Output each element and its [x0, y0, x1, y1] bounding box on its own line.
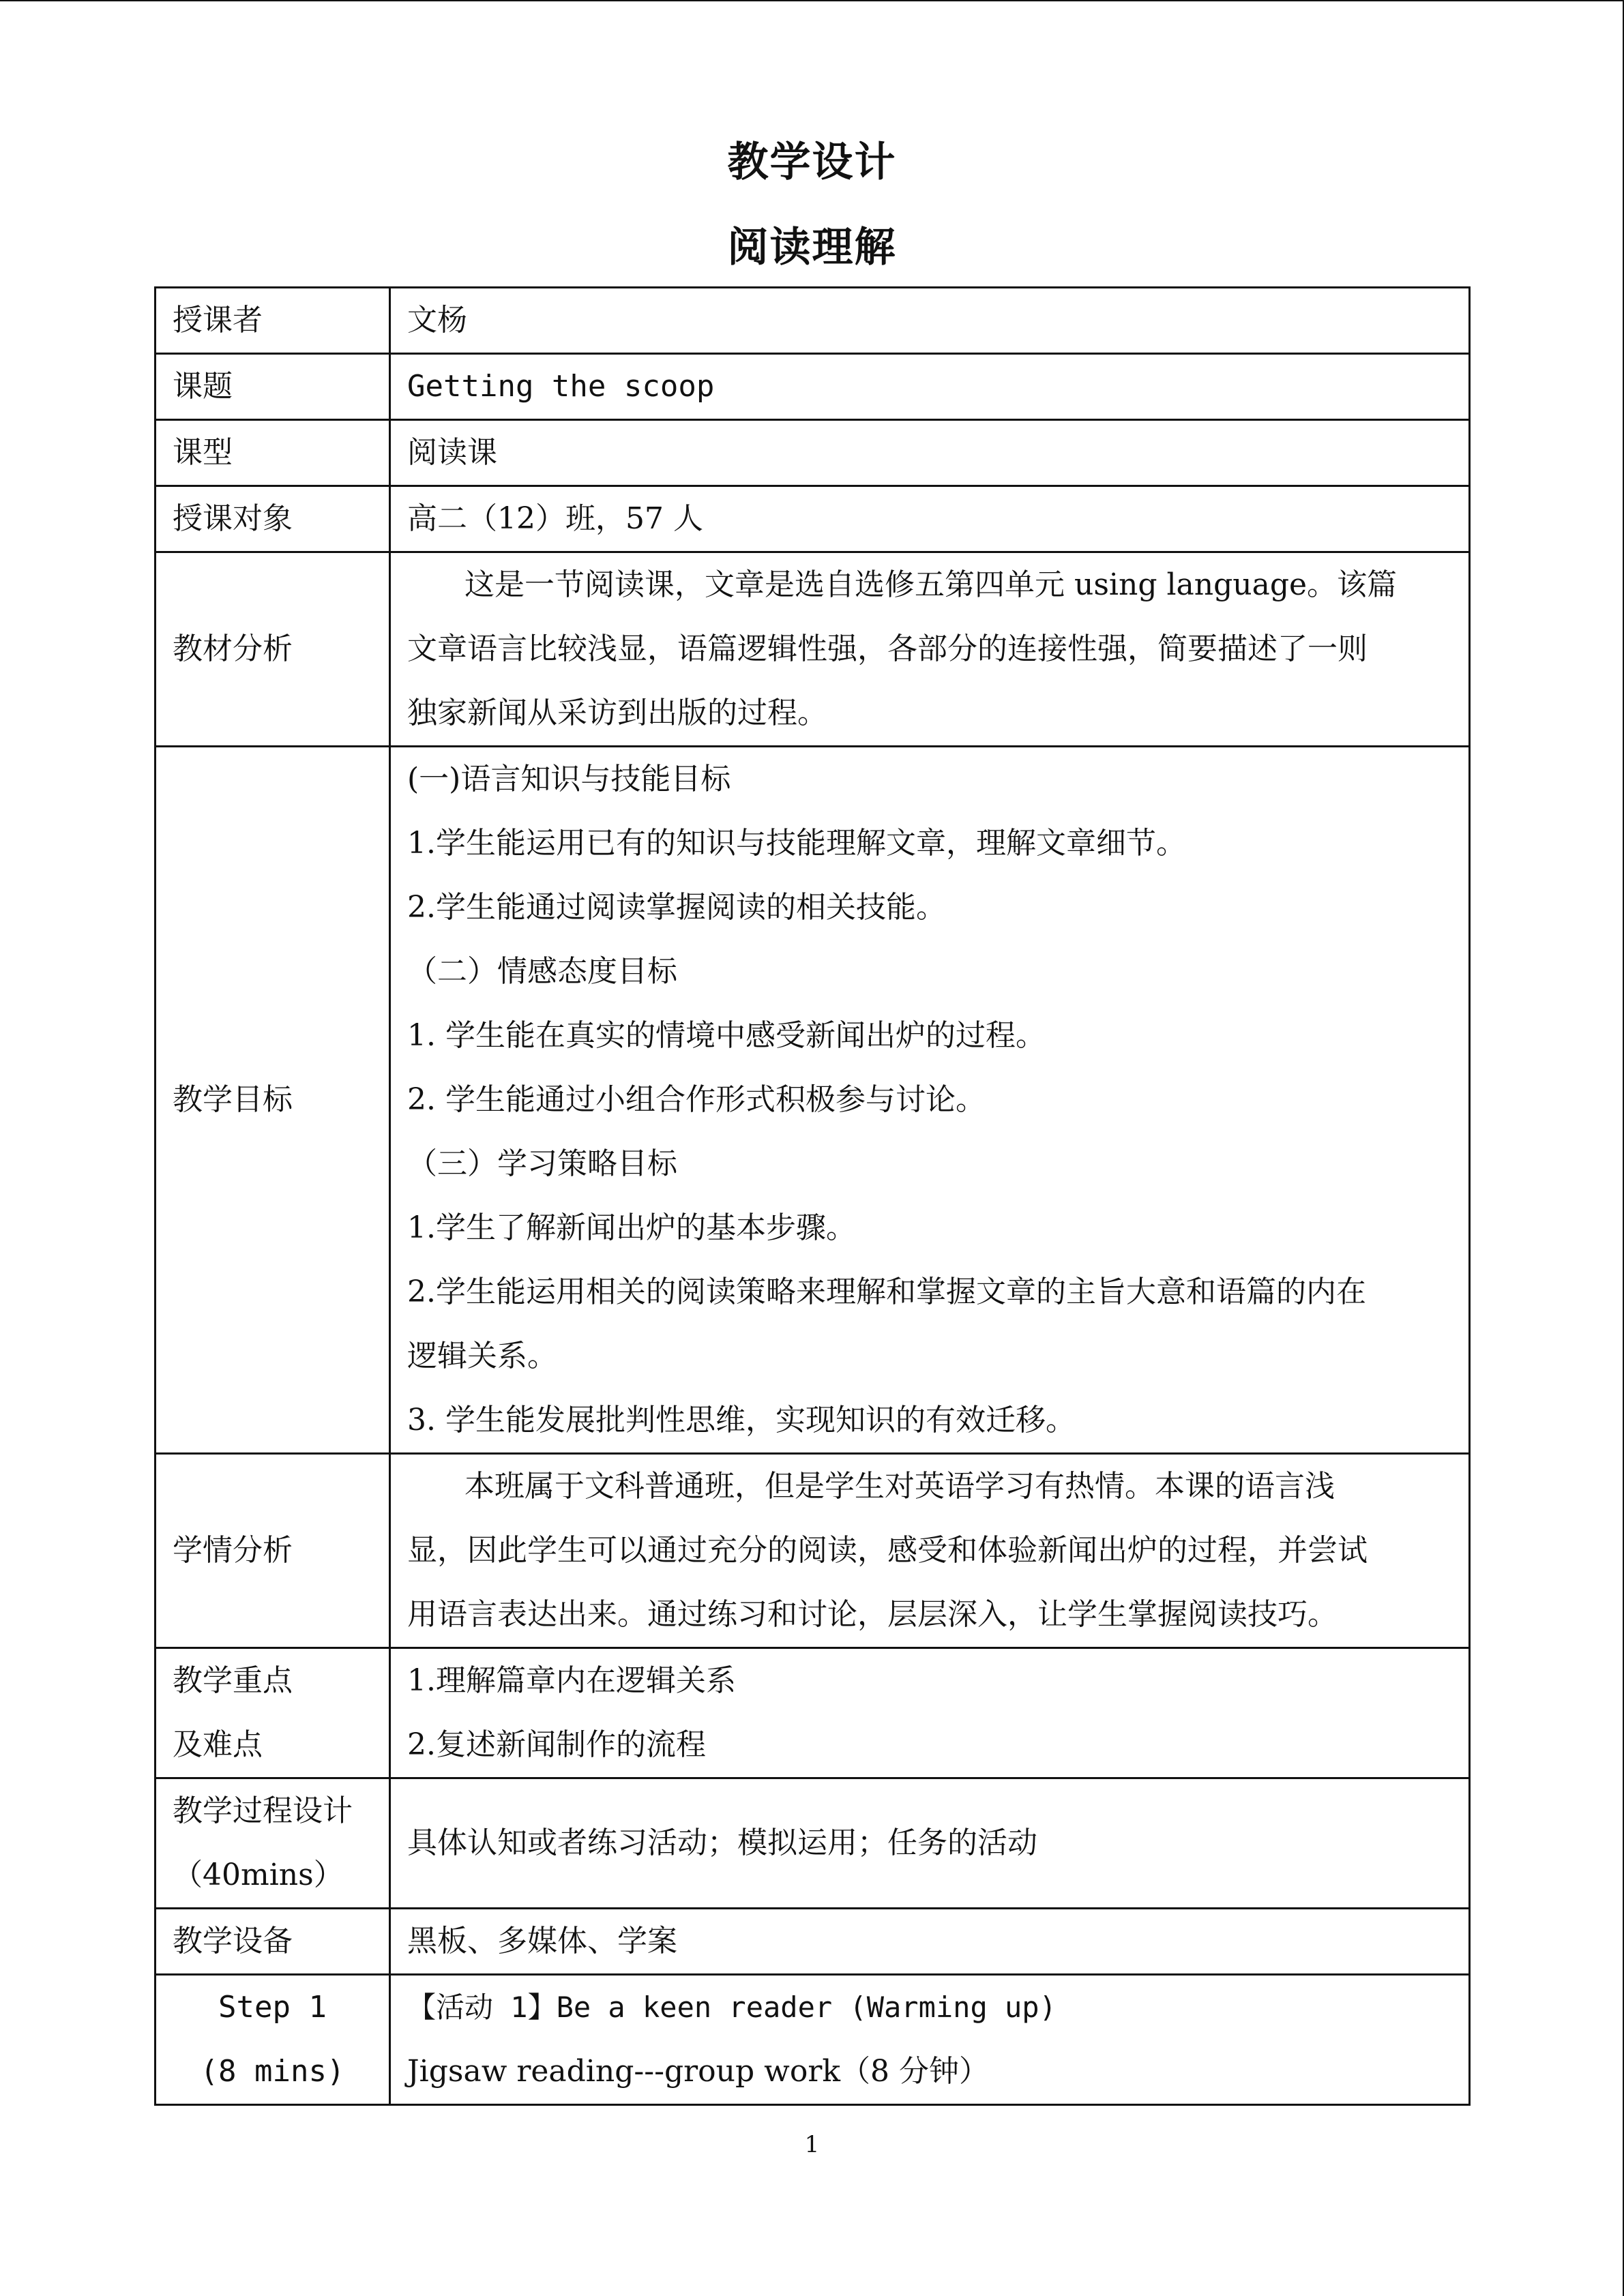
value-focus: [390, 1648, 1470, 1778]
value-audience: 高二（12）班，57 人: [390, 486, 1470, 552]
label-material: 教材分析: [156, 552, 390, 747]
objective-line: 逻辑关系。: [407, 1339, 557, 1373]
label-focus: [156, 1648, 390, 1778]
objective-line: 1.学生了解新闻出炉的基本步骤。: [407, 1210, 856, 1245]
value-process: 具体认知或者练习活动；模拟运用；任务的活动: [390, 1778, 1470, 1909]
table-row-process: [156, 1778, 1470, 1909]
objective-line: 1.学生能运用已有的知识与技能理解文章，理解文章细节。: [407, 826, 1186, 861]
table-row-focus: [156, 1648, 1470, 1778]
objective-line: 1. 学生能在真实的情境中感受新闻出炉的过程。: [407, 1018, 1046, 1053]
focus-label-line: 及难点: [173, 1727, 263, 1762]
value-objectives: [390, 747, 1470, 1454]
table-row-step1: [156, 1975, 1470, 2105]
learners-line: 本班属于文科普通班，但是学生对英语学习有热情。本课的语言浅: [464, 1469, 1335, 1504]
objective-line: （二）情感态度目标: [407, 954, 677, 989]
label-process: [156, 1778, 390, 1909]
table-row-type: [156, 420, 1470, 486]
objective-line: 2.学生能通过阅读掌握阅读的相关技能。: [407, 890, 946, 925]
value-teacher: 文杨: [390, 288, 1470, 354]
learners-line: 显，因此学生可以通过充分的阅读，感受和体验新闻出炉的过程，并尝试: [407, 1533, 1368, 1568]
objective-line: （三）学习策略目标: [407, 1146, 677, 1181]
label-step1: [156, 1975, 390, 2105]
value-type: 阅读课: [390, 420, 1470, 486]
step1-line: Jigsaw reading---group work（8 分钟）: [407, 2054, 989, 2089]
label-teacher: 授课者: [156, 288, 390, 354]
material-line: 这是一节阅读课，文章是选自选修五第四单元 using language。该篇: [464, 567, 1398, 602]
step1-line: 【活动 1】Be a keen reader (Warming up): [407, 1991, 1057, 2024]
value-topic: Getting the scoop: [390, 354, 1470, 420]
table-row-teacher: [156, 288, 1470, 354]
value-material: [390, 552, 1470, 747]
step1-label-line: (8 mins): [200, 2054, 345, 2089]
focus-line: 1.理解篇章内在逻辑关系: [407, 1663, 736, 1698]
table-row-material: [156, 552, 1470, 747]
label-learners: 学情分析: [156, 1454, 390, 1648]
objective-line: 2.学生能运用相关的阅读策略来理解和掌握文章的主旨大意和语篇的内在: [407, 1274, 1366, 1309]
label-objectives: 教学目标: [156, 747, 390, 1454]
value-learners: [390, 1454, 1470, 1648]
table-row-objectives: [156, 747, 1470, 1454]
table-row-topic: [156, 354, 1470, 420]
objective-line: 3. 学生能发展批判性思维，实现知识的有效迁移。: [407, 1403, 1076, 1437]
objective-line: 2. 学生能通过小组合作形式积极参与讨论。: [407, 1082, 986, 1117]
value-equipment: 黑板、多媒体、学案: [390, 1909, 1470, 1975]
page-title: 教学设计: [727, 138, 897, 186]
process-label-line: （40mins）: [173, 1858, 344, 1892]
label-type: 课型: [156, 420, 390, 486]
material-line: 文章语言比较浅显，语篇逻辑性强，各部分的连接性强，简要描述了一则: [407, 631, 1368, 666]
table-row-audience: [156, 486, 1470, 552]
label-equipment: 教学设备: [156, 1909, 390, 1975]
focus-line: 2.复述新闻制作的流程: [407, 1727, 706, 1762]
table-row-equipment: [156, 1909, 1470, 1975]
learners-line: 用语言表达出来。通过练习和讨论，层层深入，让学生掌握阅读技巧。: [407, 1597, 1338, 1632]
lesson-plan-table: [154, 286, 1471, 2106]
label-audience: 授课对象: [156, 486, 390, 552]
material-line: 独家新闻从采访到出版的过程。: [407, 696, 827, 730]
objective-line: (一)语言知识与技能目标: [407, 762, 731, 796]
step1-label-line: Step 1: [218, 1990, 327, 2025]
process-label-line: 教学过程设计: [173, 1793, 353, 1828]
page-subtitle: 阅读理解: [727, 224, 897, 271]
value-step1: [390, 1975, 1470, 2105]
focus-label-line: 教学重点: [173, 1663, 293, 1698]
table-row-learners: [156, 1454, 1470, 1648]
label-topic: 课题: [156, 354, 390, 420]
page-number: 1: [804, 2131, 820, 2158]
